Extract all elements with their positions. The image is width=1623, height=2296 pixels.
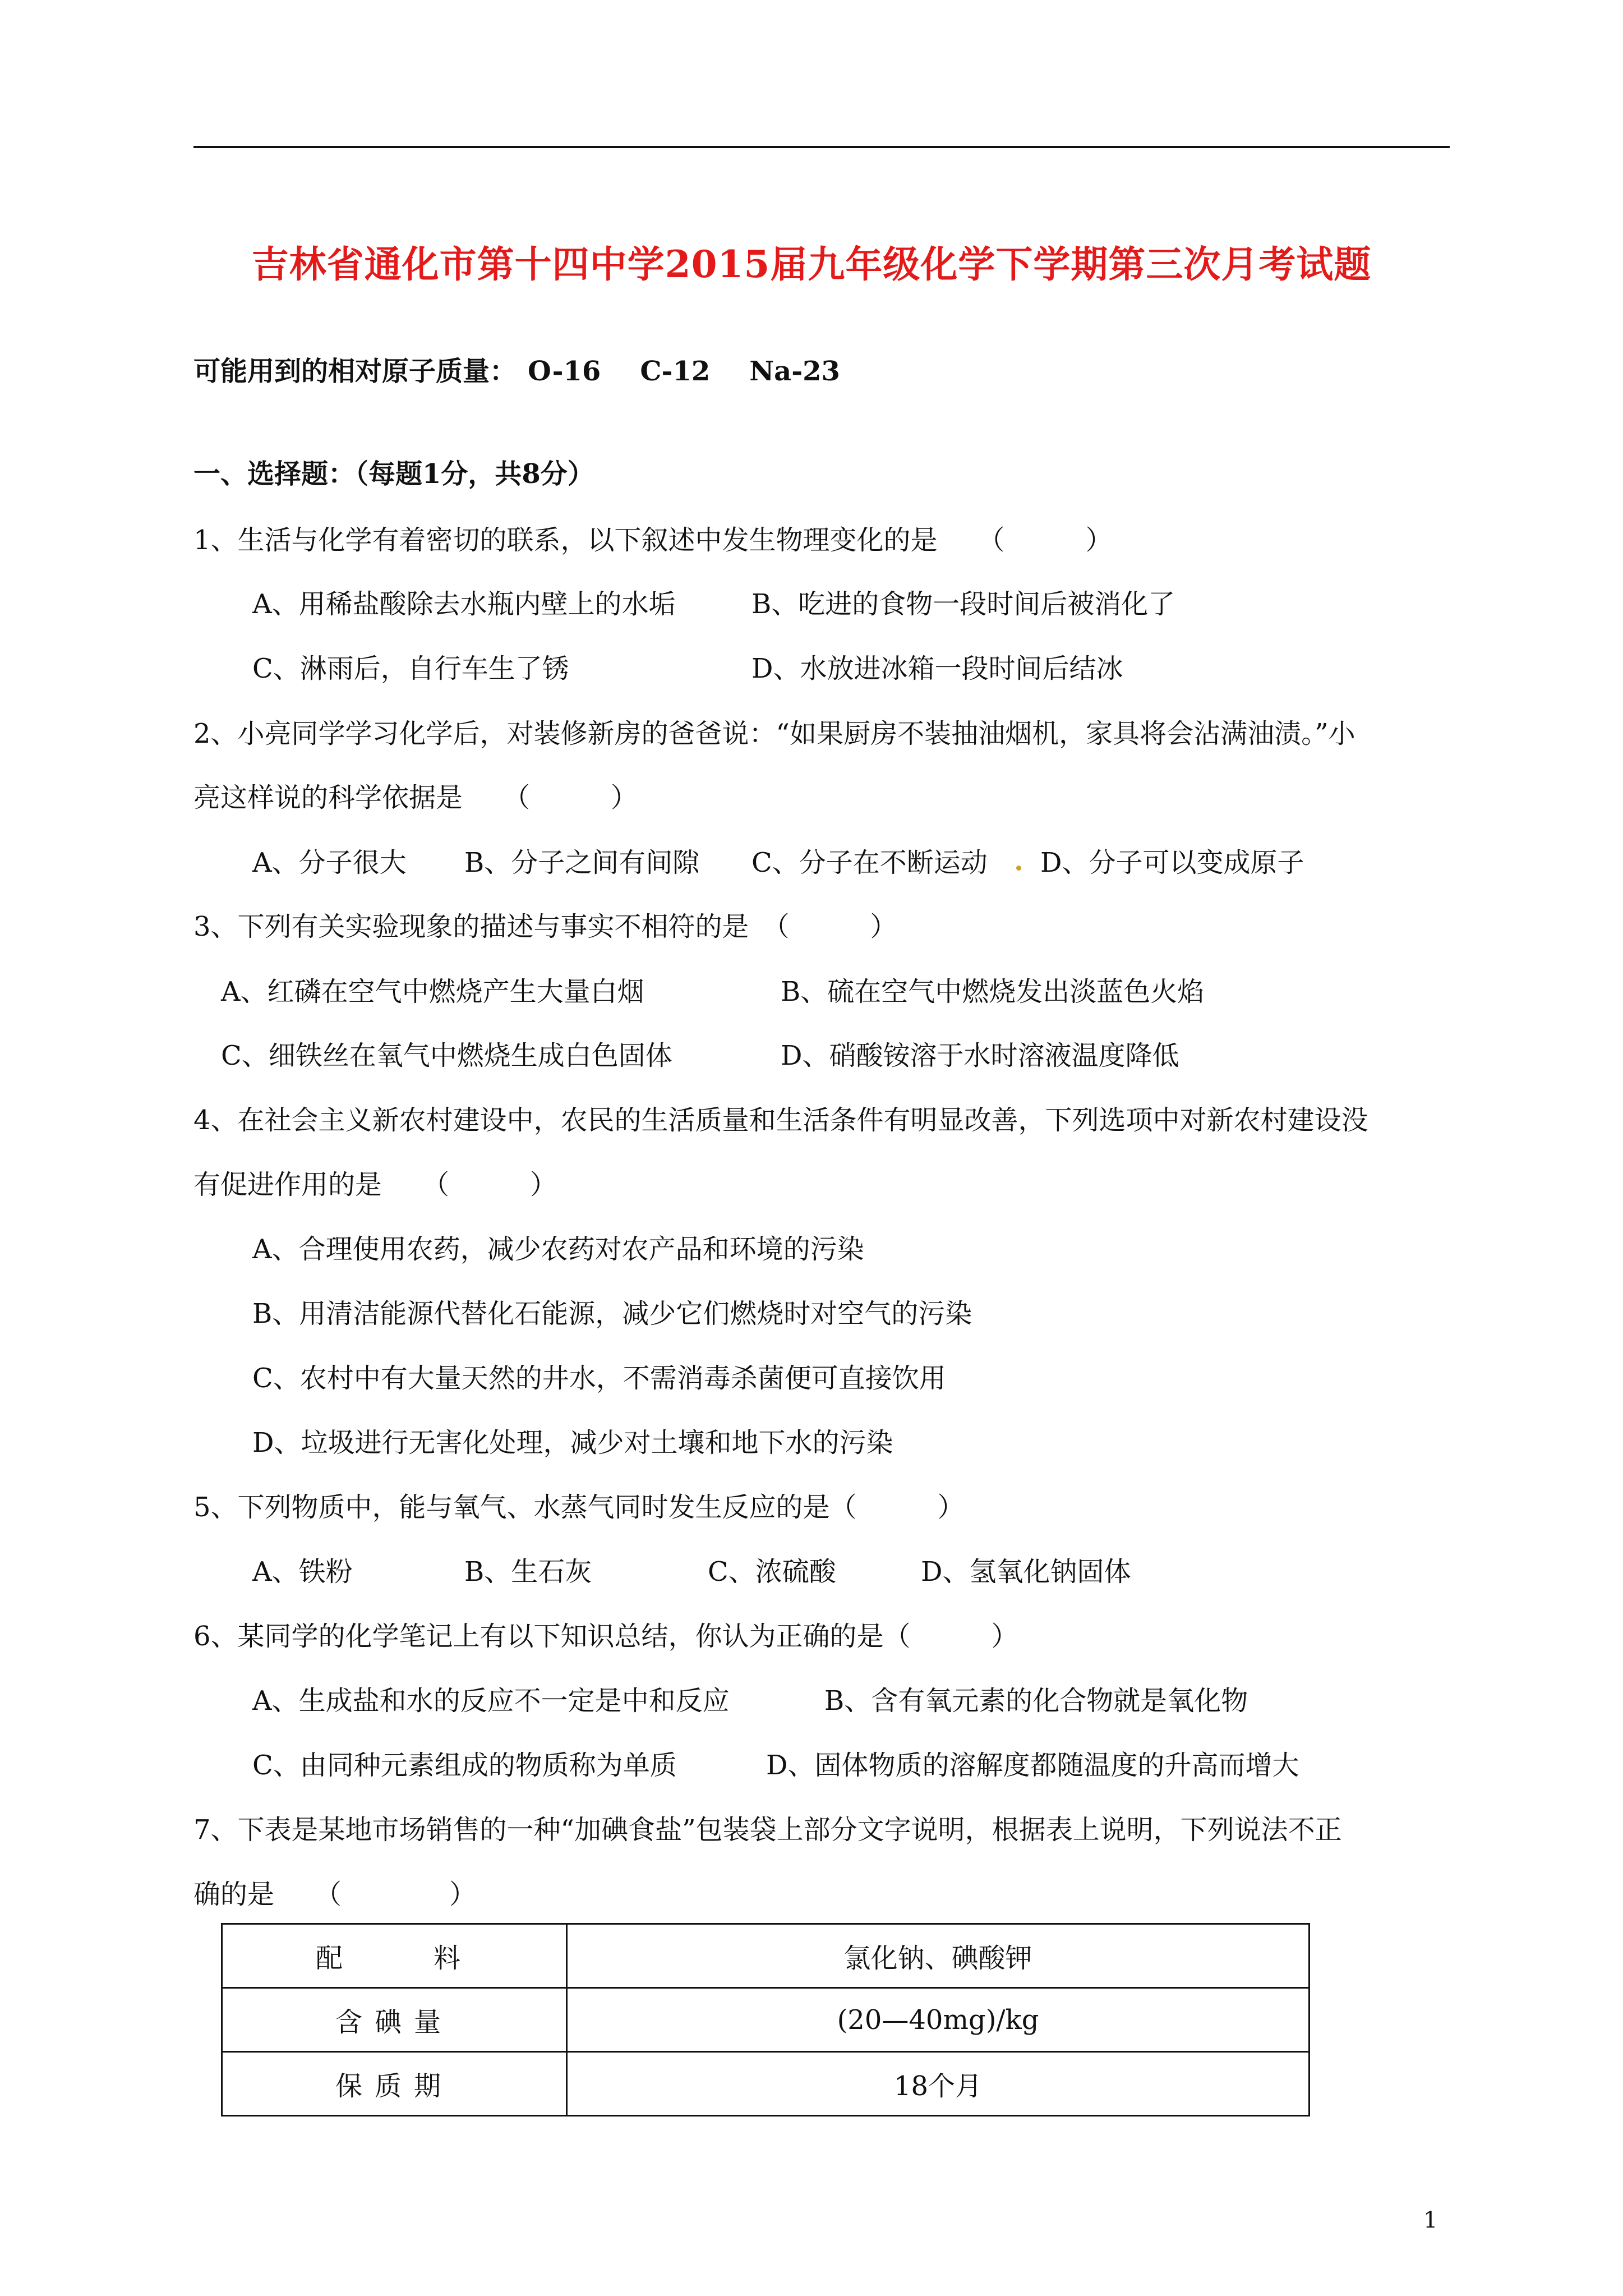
header-rule <box>193 146 1450 148</box>
question-6-stem: 6、某同学的化学笔记上有以下知识总结，你认为正确的是（ ） <box>193 1621 1018 1652</box>
question-1-option-c: C、淋雨后，自行车生了锈 <box>252 653 569 684</box>
table-row <box>222 1924 1310 1988</box>
question-4-option-c: C、农村中有大量天然的井水，不需消毒杀菌便可直接饮用 <box>252 1363 946 1394</box>
question-5-option-d: D、氢氧化钠固体 <box>921 1556 1131 1588</box>
atomic-mass-na: Na-23 <box>749 356 840 387</box>
salt-label-table <box>221 1923 1310 2116</box>
question-6-option-c: C、由同种元素组成的物质称为单质 <box>252 1750 677 1781</box>
atomic-mass-o: O-16 <box>528 356 601 387</box>
table-cell-key: 配 料 <box>222 1924 567 1988</box>
table-cell-key: 含碘量 <box>222 1988 567 2052</box>
question-6-option-a: A、生成盐和水的反应不一定是中和反应 <box>252 1685 730 1717</box>
question-4-stem: 4、在社会主义新农村建设中，农民的生活质量和生活条件有明显改善，下列选项中对新农村建设没 <box>193 1105 1368 1136</box>
question-4-option-d: D、垃圾进行无害化处理，减少对土壤和地下水的污染 <box>252 1427 893 1458</box>
atomic-mass-c: C-12 <box>640 356 711 387</box>
question-2-option-a: A、分子很大 <box>252 847 407 878</box>
question-7-stem-cont: 确的是 （ ） <box>193 1879 477 1910</box>
question-3-stem: 3、下列有关实验现象的描述与事实不相符的是 （ ） <box>193 911 897 942</box>
question-1-option-d: D、水放进冰箱一段时间后结冰 <box>751 653 1123 684</box>
table-row <box>222 1988 1310 2052</box>
table-row <box>222 2052 1310 2116</box>
question-4-option-a: A、合理使用农药，减少农药对农产品和环境的污染 <box>252 1234 864 1265</box>
question-2-option-d: D、分子可以变成原子 <box>1040 847 1304 878</box>
stray-dot <box>1016 866 1021 871</box>
question-1-option-a: A、用稀盐酸除去水瓶内壁上的水垢 <box>252 588 676 620</box>
question-5-stem: 5、下列物质中，能与氧气、水蒸气同时发生反应的是（ ） <box>193 1492 965 1523</box>
table-cell-value: 氯化钠、碘酸钾 <box>567 1924 1310 1988</box>
question-2-stem: 2、小亮同学学习化学后，对装修新房的爸爸说：“如果厨房不装抽油烟机，家具将会沾满油渍。”小 <box>193 718 1355 749</box>
question-2-option-b: B、分子之间有间隙 <box>464 847 700 878</box>
table-cell-value: 18个月 <box>567 2052 1310 2116</box>
exam-title: 吉林省通化市第十四中学2015届九年级化学下学期第三次月考试题 <box>251 242 1372 286</box>
question-5-option-c: C、浓硫酸 <box>708 1556 836 1588</box>
question-7-stem: 7、下表是某地市场销售的一种“加碘食盐”包装袋上部分文字说明，根据表上说明，下列说法不正 <box>193 1814 1342 1846</box>
question-3-option-d: D、硝酸铵溶于水时溶液温度降低 <box>781 1040 1179 1071</box>
section-heading: 一、选择题：（每题1分，共8分） <box>193 458 594 490</box>
question-6-option-b: B、含有氧元素的化合物就是氧化物 <box>824 1685 1248 1717</box>
atomic-mass-line <box>193 355 879 388</box>
question-3-option-b: B、硫在空气中燃烧发出淡蓝色火焰 <box>781 976 1205 1007</box>
question-3-option-c: C、细铁丝在氧气中燃烧生成白色固体 <box>221 1040 672 1071</box>
question-5-option-a: A、铁粉 <box>252 1556 353 1588</box>
question-6-option-d: D、固体物质的溶解度都随温度的升高而增大 <box>766 1750 1299 1781</box>
question-5-option-b: B、生石灰 <box>464 1556 592 1588</box>
question-2-option-c: C、分子在不断运动 <box>751 847 988 878</box>
question-1-stem: 1、生活与化学有着密切的联系，以下叙述中发生物理变化的是 （ ） <box>193 524 1113 556</box>
question-1-option-b: B、吃进的食物一段时间后被消化了 <box>751 588 1175 620</box>
question-4-option-b: B、用清洁能源代替化石能源，减少它们燃烧时对空气的污染 <box>252 1298 972 1329</box>
question-4-stem-cont: 有促进作用的是 （ ） <box>193 1169 557 1200</box>
atomic-mass-label: 可能用到的相对原子质量： <box>193 356 517 387</box>
table-cell-key: 保质期 <box>222 2052 567 2116</box>
table-cell-value: (20—40mg)/kg <box>567 1988 1310 2052</box>
page-number: 1 <box>1423 2207 1438 2233</box>
question-2-stem-cont: 亮这样说的科学依据是 （ ） <box>193 782 638 813</box>
question-3-option-a: A、红磷在空气中燃烧产生大量白烟 <box>221 976 644 1007</box>
